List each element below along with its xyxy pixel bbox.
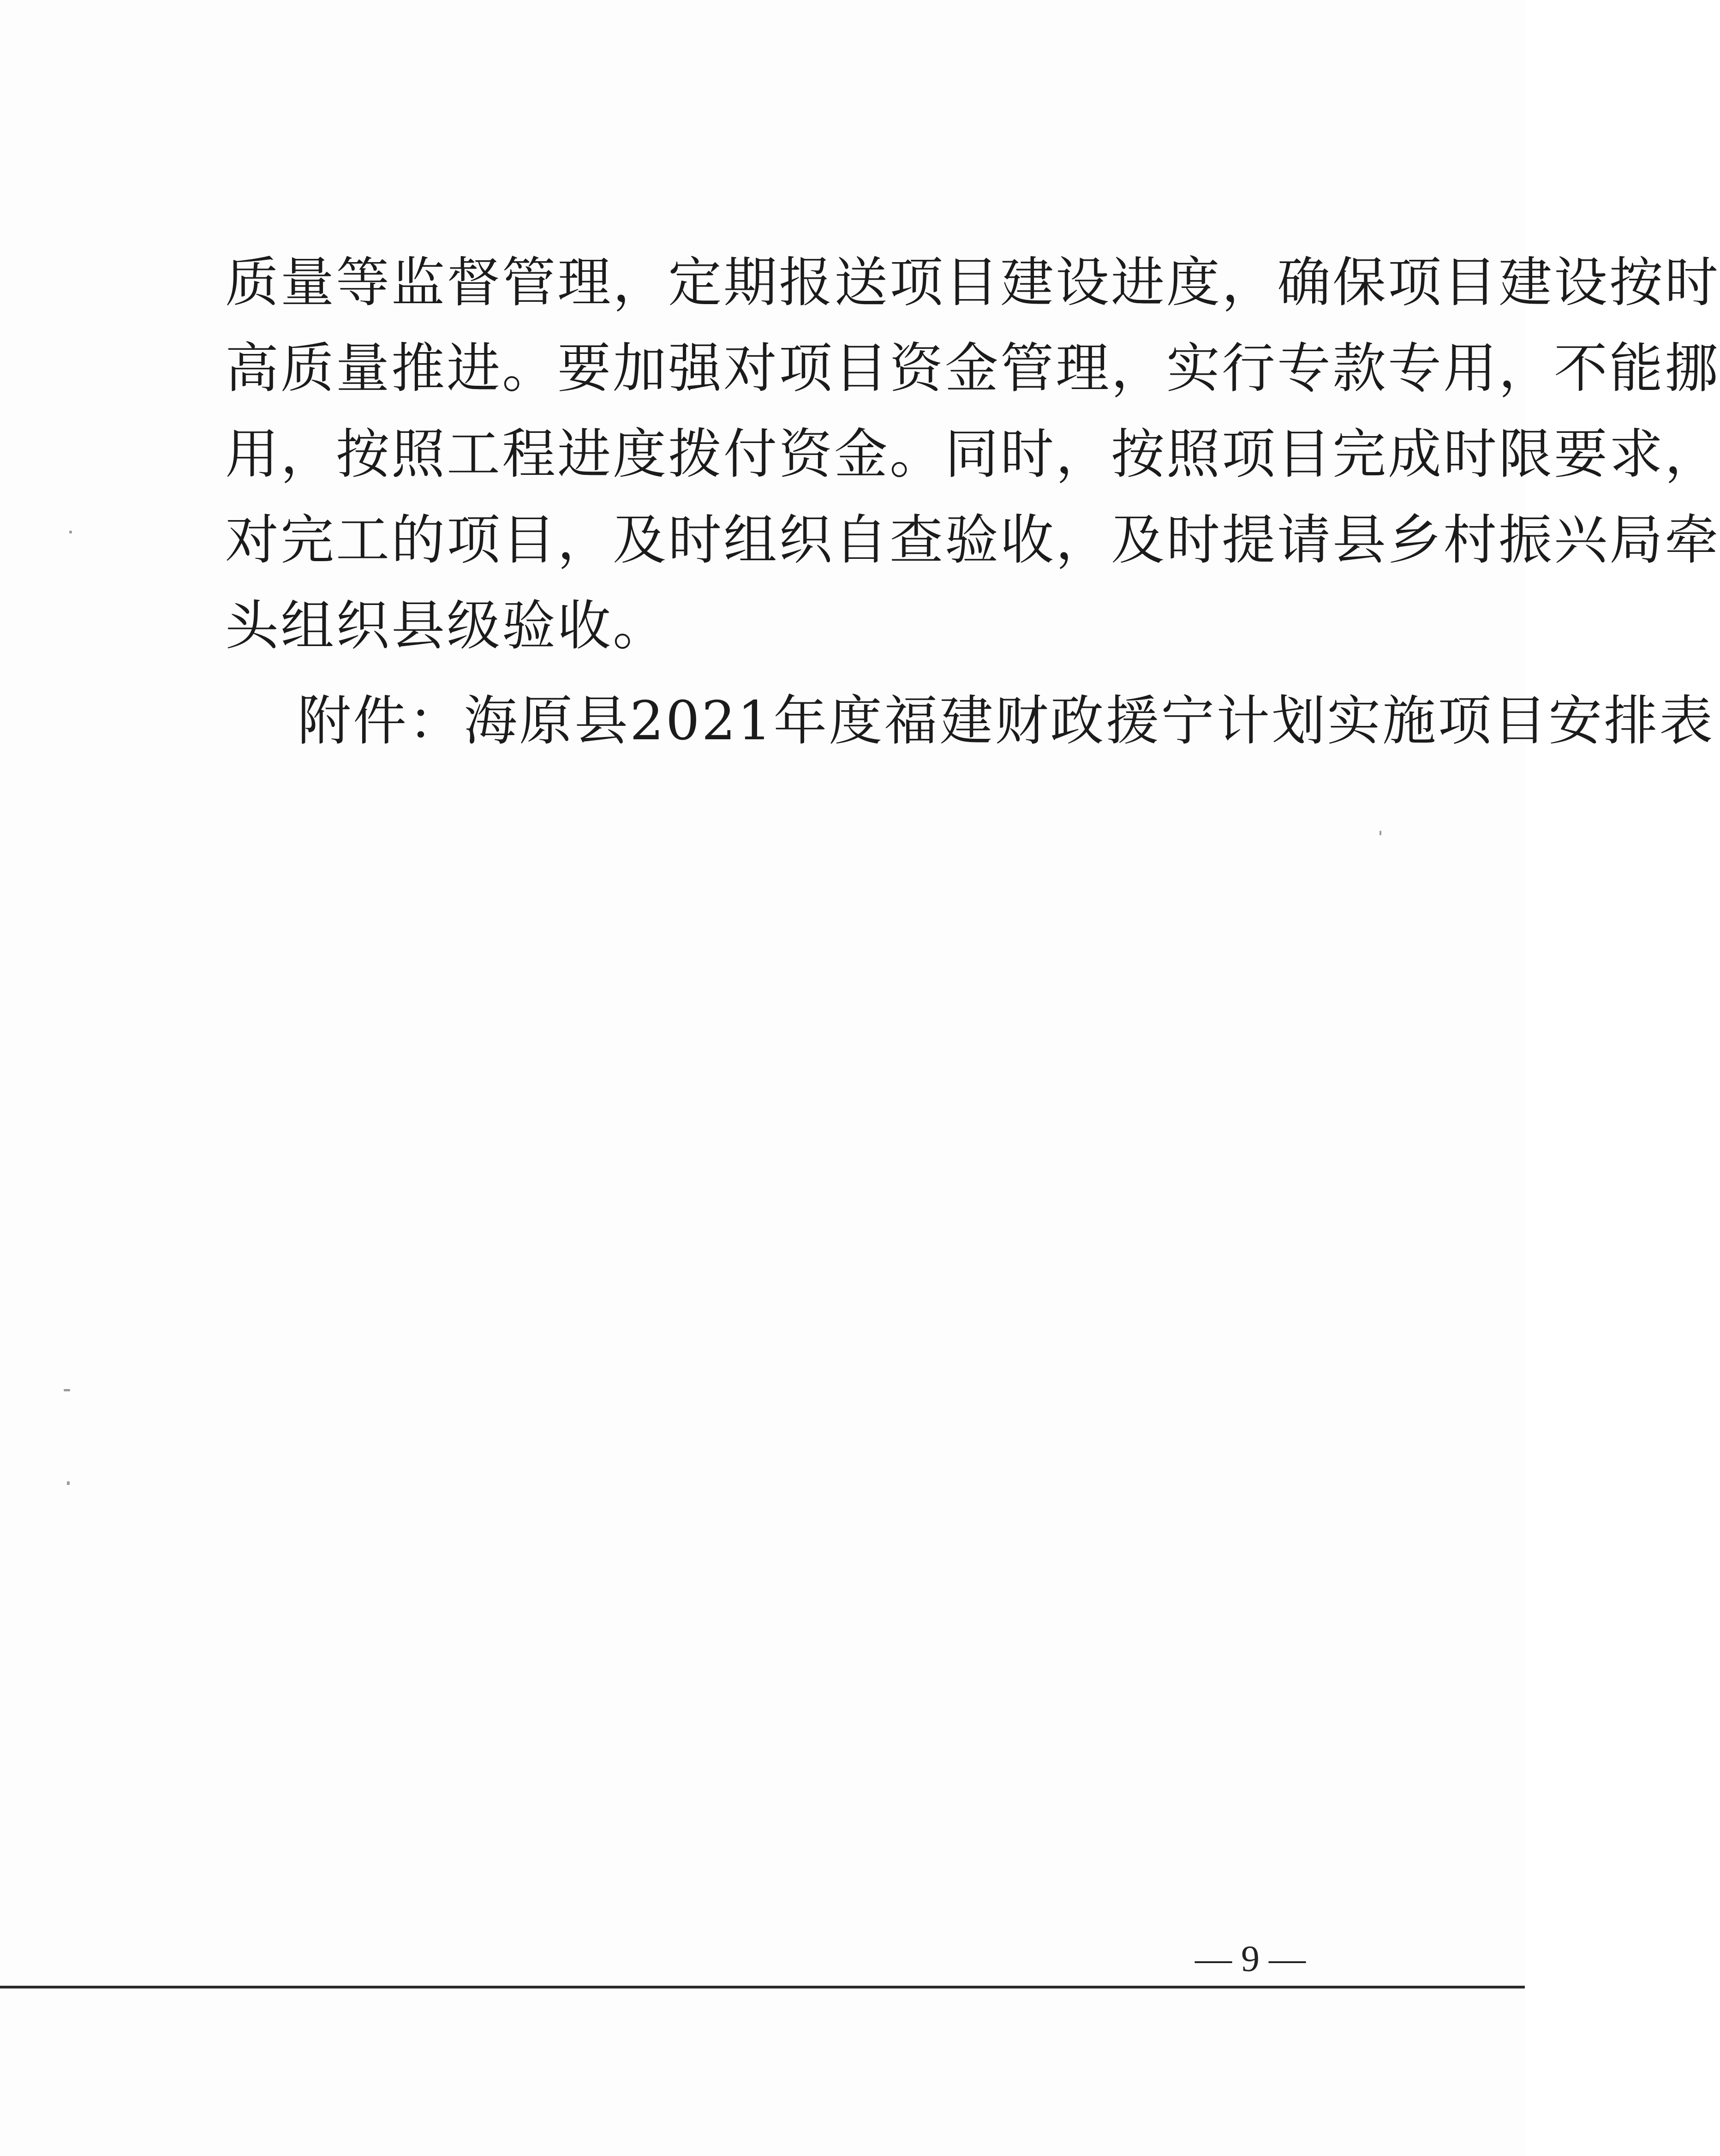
scan-speck xyxy=(1380,831,1381,835)
body-line: 质量等监督管理，定期报送项目建设进度，确保项目建设按时 xyxy=(225,252,1720,314)
scan-speck xyxy=(67,1481,70,1485)
body-line: 用，按照工程进度拨付资金。同时，按照项目完成时限要求， xyxy=(225,423,1720,485)
body-paragraph xyxy=(225,240,1720,669)
body-line: 高质量推进。要加强对项目资金管理，实行专款专用，不能挪 xyxy=(225,337,1720,400)
attachment-note: 附件：海原县2021年度福建财政援宁计划实施项目安排表 xyxy=(298,690,1715,752)
scan-speck xyxy=(64,1389,70,1391)
scan-speck xyxy=(69,531,72,533)
body-line: 头组织县级验收。 xyxy=(225,595,668,657)
page-number: — 9 — xyxy=(1195,1939,1306,1979)
footer-divider xyxy=(0,1986,1525,1988)
body-line: 对完工的项目，及时组织自查验收，及时提请县乡村振兴局牵 xyxy=(225,509,1720,571)
